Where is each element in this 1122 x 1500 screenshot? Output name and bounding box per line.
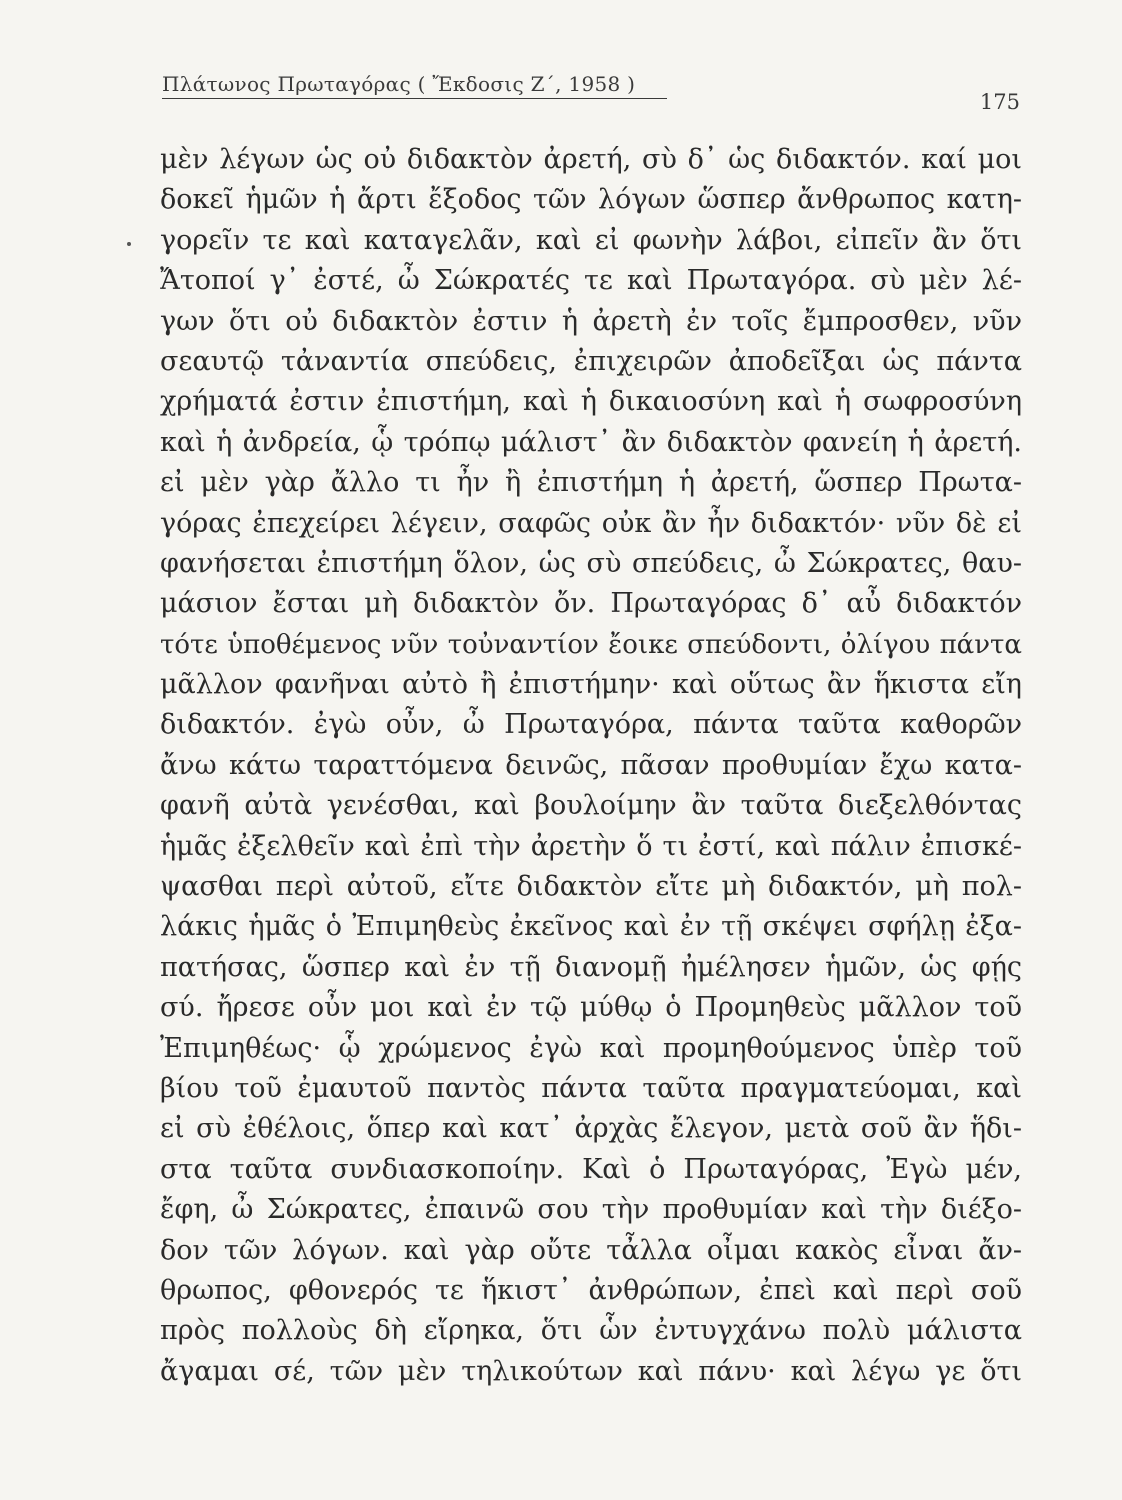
text-line: ἄνω κάτω ταραττόμενα δεινῶς, πᾶσαν προθυμίαν ἔχω κατα- [160, 749, 1022, 781]
text-line: δον τῶν λόγων. καὶ γὰρ οὔτε τἆλλα οἶμαι κακὸς εἶναι ἄν- [160, 1234, 1022, 1266]
margin-mark [127, 242, 131, 246]
text-line: φανῆ αὐτὰ γενέσθαι, καὶ βουλοίμην ἂν ταῦτα διεξελθόντας [160, 790, 1022, 822]
text-line: χρήματά ἐστιν ἐπιστήμη, καὶ ἡ δικαιοσύνη καὶ ἡ σωφροσύνη [160, 386, 1022, 418]
text-line: Ἄτοποί γ᾽ ἐστέ, ὦ Σώκρατές τε καὶ Πρωταγόρα. σὺ μὲν λέ- [160, 265, 1022, 297]
text-line: τότε ὑποθέμενος νῦν τοὐναντίον ἔοικε σπεύδοντι, ὀλίγου πάντα [160, 629, 1022, 660]
text-line: μάσιον ἔσται μὴ διδακτὸν ὄν. Πρωταγόρας δ᾽ αὖ διδακτόν [160, 588, 1022, 620]
text-line: πρὸς πολλοὺς δὴ εἴρηκα, ὅτι ὧν ἐντυγχάνω πολὺ μάλιστα [160, 1315, 1022, 1347]
text-line: ἡμᾶς ἐξελθεῖν καὶ ἐπὶ τὴν ἀρετὴν ὅ τι ἐστί, καὶ πάλιν ἐπισκέ- [160, 830, 1022, 862]
text-line: μᾶλλον φανῆναι αὐτὸ ἢ ἐπιστήμην· καὶ οὕτως ἂν ἥκιστα εἴη [160, 669, 1022, 701]
text-line: ἄγαμαι σέ, τῶν μὲν τηλικούτων καὶ πάνυ· καὶ λέγω γε ὅτι [160, 1355, 1022, 1387]
text-line: δοκεῖ ἡμῶν ἡ ἄρτι ἔξοδος τῶν λόγων ὥσπερ ἄνθρωπος κατη- [160, 184, 1022, 216]
text-line: εἰ σὺ ἐθέλοις, ὅπερ καὶ κατ᾽ ἀρχὰς ἔλεγον, μετὰ σοῦ ἂν ἥδι- [160, 1113, 1022, 1145]
text-line: γων ὅτι οὐ διδακτὸν ἐστιν ἡ ἀρετὴ ἐν τοῖς ἔμπροσθεν, νῦν [160, 305, 1022, 337]
page-number: 175 [979, 90, 1020, 114]
text-line: διδακτόν. ἐγὼ οὖν, ὦ Πρωταγόρα, πάντα ταῦτα καθορῶν [160, 709, 1022, 741]
text-line: εἰ μὲν γὰρ ἄλλο τι ἦν ἢ ἐπιστήμη ἡ ἀρετή, ὥσπερ Πρωτα- [160, 467, 1022, 499]
text-line: στα ταῦτα συνδιασκοποίην. Καὶ ὁ Πρωταγόρας, Ἐγὼ μέν, [160, 1153, 1022, 1185]
text-line: λάκις ἡμᾶς ὁ Ἐπιμηθεὺς ἐκεῖνος καὶ ἐν τῇ σκέψει σφήλῃ ἐξα- [160, 911, 1022, 943]
text-line: πατήσας, ὥσπερ καὶ ἐν τῇ διανομῇ ἠμέλησεν ἡμῶν, ὡς φῄς [160, 951, 1022, 983]
text-line: γορεῖν τε καὶ καταγελᾶν, καὶ εἰ φωνὴν λάβοι, εἰπεῖν ἂν ὅτι [160, 224, 1022, 256]
text-line: γόρας ἐπεχείρει λέγειν, σαφῶς οὐκ ἂν ἦν διδακτόν· νῦν δὲ εἰ [160, 507, 1022, 539]
text-line: σύ. ἤρεσε οὖν μοι καὶ ἐν τῷ μύθῳ ὁ Προμηθεὺς μᾶλλον τοῦ [160, 992, 1022, 1024]
text-line: μὲν λέγων ὡς οὐ διδακτὸν ἀρετή, σὺ δ᾽ ὡς διδακτόν. καί μοι [160, 144, 1022, 175]
text-line: θρωπος, φθονερός τε ἥκιστ᾽ ἀνθρώπων, ἐπεὶ καὶ περὶ σοῦ [160, 1274, 1022, 1306]
running-title: Πλάτωνος Πρωταγόρας ( Ἔκδοσις Ζ΄, 1958 ) [162, 72, 636, 96]
text-line: ψασθαι περὶ αὐτοῦ, εἴτε διδακτὸν εἴτε μὴ διδακτόν, μὴ πολ- [160, 871, 1022, 903]
text-line: φανήσεται ἐπιστήμη ὅλον, ὡς σὺ σπεύδεις, ὦ Σώκρατες, θαυ- [160, 547, 1022, 579]
text-line: Ἐπιμηθέως· ᾧ χρώμενος ἐγὼ καὶ προμηθούμενος ὑπὲρ τοῦ [160, 1032, 1022, 1064]
text-line: βίου τοῦ ἐμαυτοῦ παντὸς πάντα ταῦτα πραγματεύομαι, καὶ [160, 1072, 1022, 1104]
header-underline [162, 98, 667, 99]
text-line: σεαυτῷ τἀναντία σπεύδεις, ἐπιχειρῶν ἀποδεῖξαι ὡς πάντα [160, 345, 1022, 377]
running-header [162, 72, 1020, 122]
body-text [160, 140, 1022, 1392]
text-line: ἔφη, ὦ Σώκρατες, ἐπαινῶ σου τὴν προθυμίαν καὶ τὴν διέξο- [160, 1194, 1022, 1226]
text-line: καὶ ἡ ἀνδρεία, ᾧ τρόπῳ μάλιστ᾽ ἂν διδακτὸν φανείη ἡ ἀρετή. [160, 426, 1022, 458]
